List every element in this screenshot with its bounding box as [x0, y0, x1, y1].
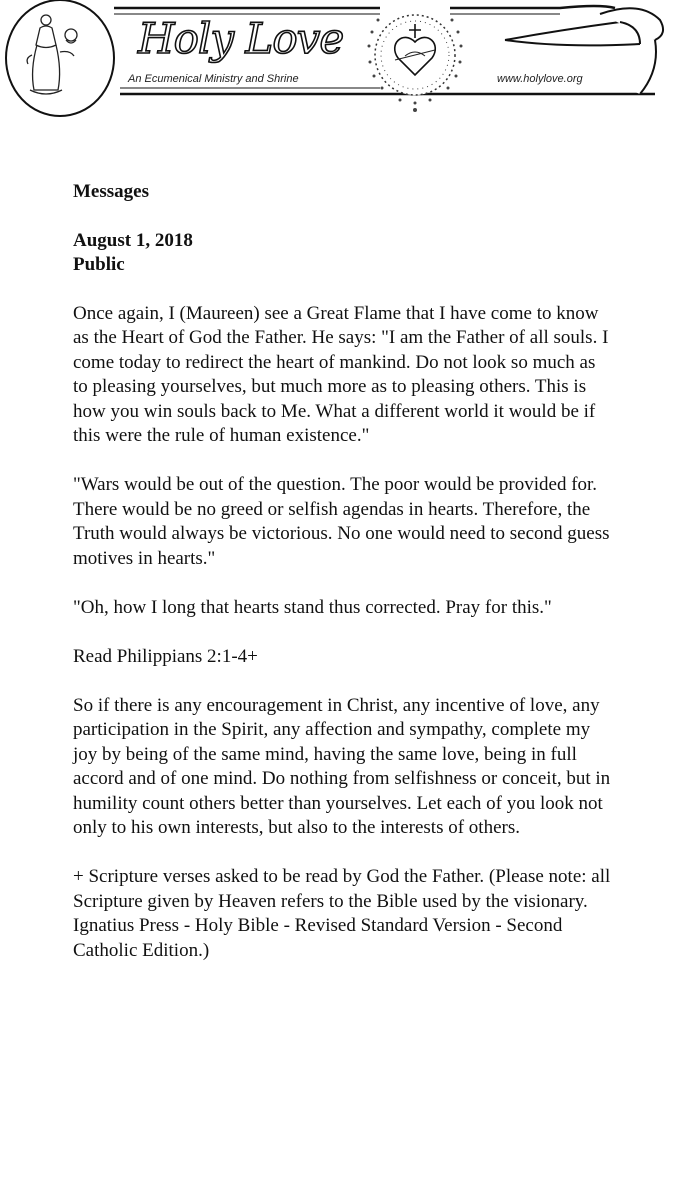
- scripture-reference: Read Philippians 2:1-4+: [73, 645, 258, 667]
- scripture-footnote: + Scripture verses asked to be read by God the Father. (Please note: all Scripture given by Heaven refers to the Bible used by the visionary. Ignatius Press - Holy Bible - Revised Standard Version - Second Catholic Edition.): [73, 866, 611, 961]
- letterhead: [0, 0, 675, 130]
- message-date: August 1, 2018: [73, 229, 193, 251]
- brand-url: www.holylove.org: [497, 73, 583, 85]
- brand-tagline: An Ecumenical Ministry and Shrine: [128, 73, 299, 85]
- paragraph-flame-vision: Once again, I (Maureen) see a Great Flame that I have come to know as the Heart of God the Father. He says: "I am the Father of all souls. I come today to redirect the heart of mankind. Do not look so much as to pleasing yourselves, but much more as to pleasing others. This is how you win souls back to Me. What a different world it would be if this were the rule of human existence.": [73, 302, 609, 446]
- rosary-heart-emblem-icon: [375, 15, 455, 95]
- section-title: Messages: [73, 181, 149, 202]
- paragraph-wars: "Wars would be out of the question. The poor would be provided for. There would be no greed or selfish agendas in hearts. Therefore, the Truth would always be victorious. No one would need to second guess motives in hearts.": [73, 474, 610, 569]
- madonna-oval-frame: [6, 0, 114, 116]
- message-body: [73, 180, 613, 988]
- brand-title: Holy Love: [138, 14, 344, 63]
- message-category: Public: [73, 254, 125, 275]
- paragraph-prayer: "Oh, how I long that hearts stand thus corrected. Pray for this.": [73, 596, 552, 618]
- scripture-text: So if there is any encouragement in Christ, any incentive of love, any participation in the Spirit, any affection and sympathy, complete my joy by being of the same mind, having the same love, being in full accord and of one mind. Do nothing from selfishness or conceit, but in humility count others better than yourselves. Let each of you look not only to his own interests, but also to the interests of others.: [73, 694, 611, 838]
